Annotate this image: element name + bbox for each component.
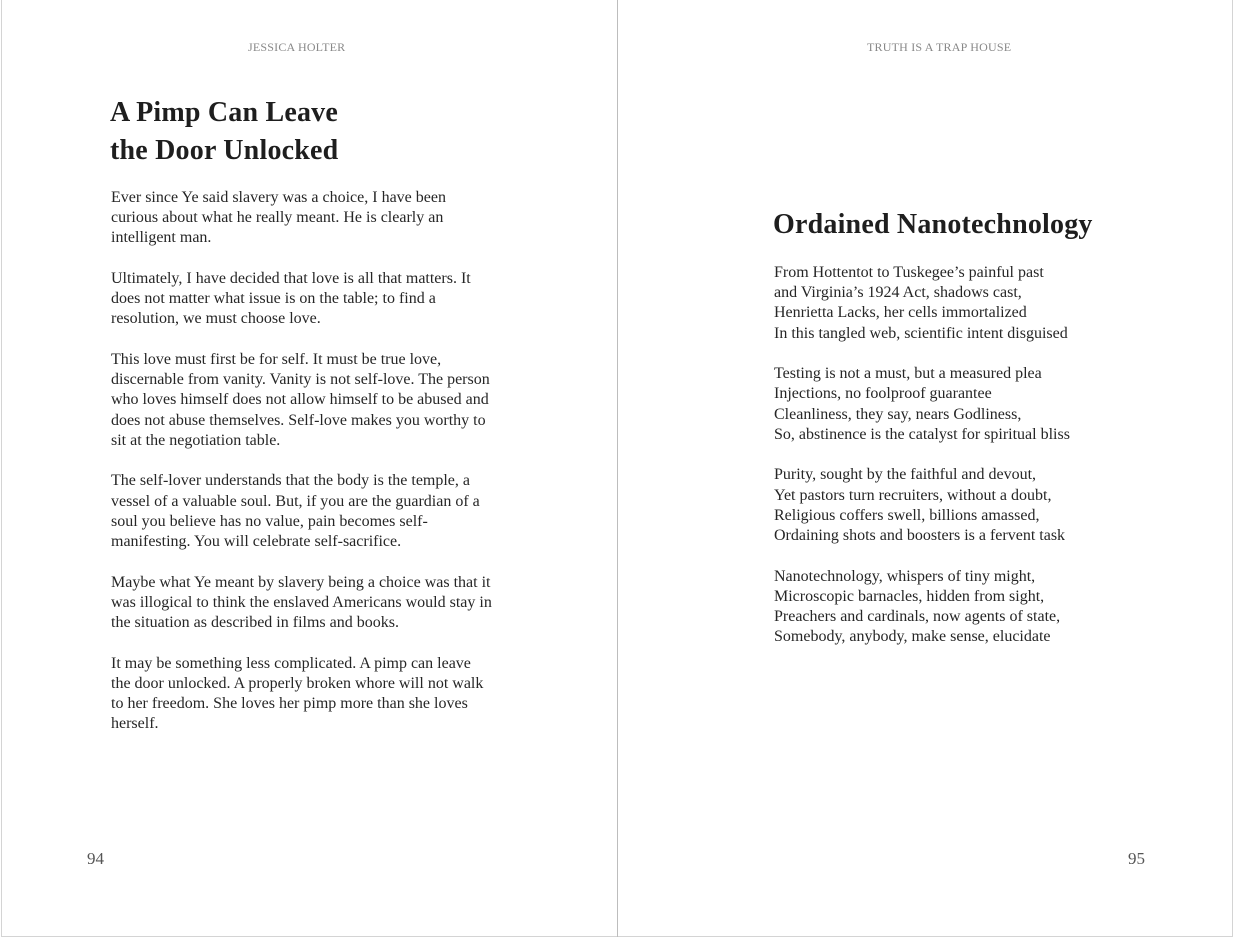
poem-line: Nanotechnology, whispers of tiny might, — [774, 567, 1036, 585]
essay-body — [111, 188, 493, 755]
poem-stanza — [774, 364, 1194, 445]
poem-line: Purity, sought by the faithful and devout, — [774, 466, 1037, 484]
poem-line: From Hottentot to Tuskegee’s painful past — [774, 264, 1044, 281]
essay-paragraph: The self-lover understands that the body is the temple, a vessel of a valuable soul. But, if you are the guardian of a soul you believe has no value, pain becomes self-manifesting. You will celebrate self-sacrifice. — [111, 472, 480, 551]
poem-line: Preachers and cardinals, now agents of state, — [774, 608, 1061, 626]
running-head-author: JESSICA HOLTER — [248, 40, 346, 54]
poem-line: Ordaining shots and boosters is a fervent task — [774, 527, 1066, 545]
page-number-right: 95 — [1128, 849, 1145, 868]
poem-body — [774, 263, 1194, 668]
essay-paragraph: Ever since Ye said slavery was a choice, I have been curious about what he really meant. He is clearly an intelligent man. — [111, 189, 446, 247]
essay-title-line: the Door Unlocked — [110, 135, 339, 166]
essay-title-line: A Pimp Can Leave — [110, 97, 338, 128]
poem-line: and Virginia’s 1924 Act, shadows cast, — [774, 284, 1022, 302]
poem-stanza — [774, 567, 1194, 648]
essay-paragraph: It may be something less complicated. A pimp can leave the door unlocked. A properly broken whore will not walk to her freedom. She loves her pimp more than she loves herself. — [111, 654, 484, 733]
poem-line: Somebody, anybody, make sense, elucidate — [774, 628, 1051, 646]
right-page — [618, 0, 1233, 937]
essay-paragraph: Maybe what Ye meant by slavery being a choice was that it was illogical to think the enslaved Americans would stay in the situation as described in films and books. — [111, 573, 492, 632]
left-page — [1, 0, 617, 937]
poem-line: Religious coffers swell, billions amassed, — [774, 506, 1040, 524]
poem-line: Henrietta Lacks, her cells immortalized — [774, 304, 1027, 322]
poem-stanza — [774, 465, 1194, 546]
poem-line: Injections, no foolproof guarantee — [774, 385, 992, 403]
poem-line: Microscopic barnacles, hidden from sight, — [774, 587, 1045, 605]
running-head-book-title: TRUTH IS A TRAP HOUSE — [867, 40, 1012, 54]
poem-title: Ordained Nanotechnology — [773, 209, 1093, 240]
poem-stanza — [774, 263, 1194, 344]
essay-title — [110, 94, 430, 170]
poem-line: Yet pastors turn recruiters, without a doubt, — [774, 486, 1052, 504]
essay-paragraph: This love must first be for self. It must be true love, discernable from vanity. Vanity is not self-love. The person who loves himself does not allow himself to be abused and does not abuse themselves. Self-love makes you worthy to sit at the negotiation table. — [111, 351, 490, 449]
poem-line: Testing is not a must, but a measured plea — [774, 365, 1042, 383]
page-number-left: 94 — [87, 849, 104, 868]
essay-paragraph: Ultimately, I have decided that love is all that matters. It does not matter what issue is on the table; to find a resolution, we must choose love. — [111, 270, 471, 328]
poem-line: Cleanliness, they say, nears Godliness, — [774, 405, 1022, 423]
poem-line: So, abstinence is the catalyst for spiritual bliss — [774, 425, 1070, 443]
poem-line: In this tangled web, scientific intent disguised — [774, 324, 1068, 342]
